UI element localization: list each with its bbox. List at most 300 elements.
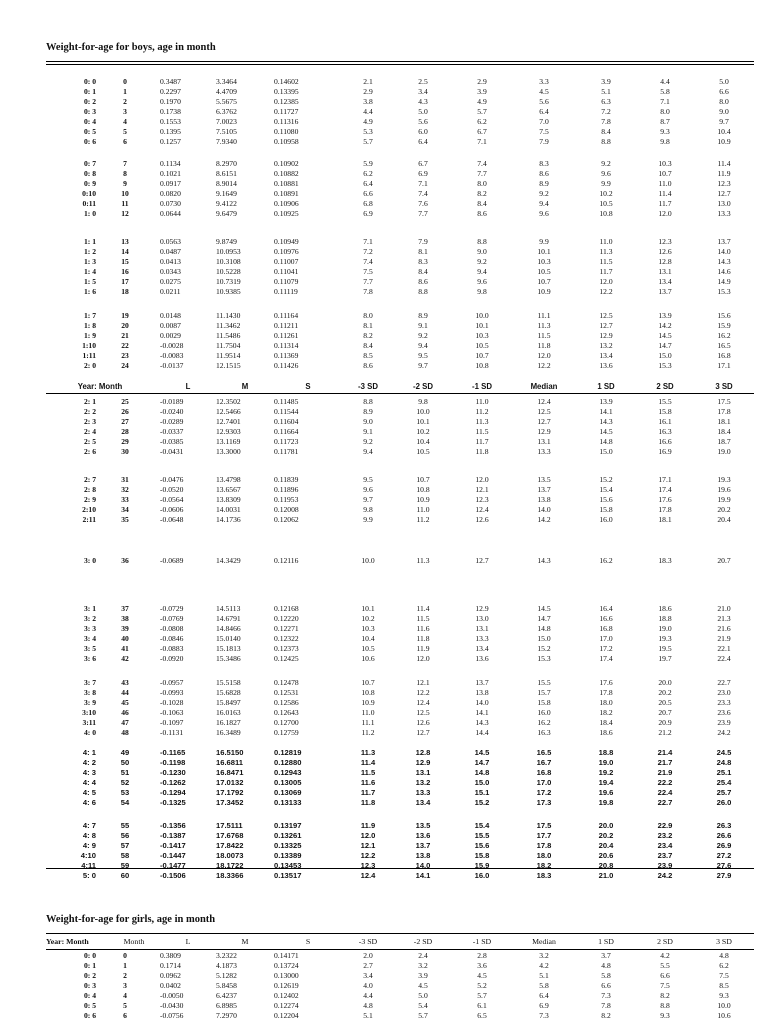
table-row (46, 189, 754, 199)
table-cell: 10.5 (599, 199, 613, 208)
table-cell: 15.1 (474, 788, 490, 797)
table-cell: 8.0 (477, 179, 487, 188)
table-header-row (46, 936, 754, 948)
table-cell: 12.0 (537, 351, 551, 360)
table-cell: 14.0031 (216, 505, 241, 514)
table-row (46, 991, 754, 1001)
table-cell: 0: 2 (83, 971, 96, 980)
table-row (46, 871, 754, 881)
table-cell: -0.0993 (160, 688, 184, 697)
table-cell: 2.1 (363, 77, 373, 86)
table-cell: 12.7401 (216, 417, 241, 426)
table-cell: 12.4 (416, 698, 430, 707)
table-cell: 7.1 (477, 137, 487, 146)
table-cell: 12.4 (537, 397, 551, 406)
table-cell: -0.1356 (160, 821, 186, 830)
table-cell: 25.1 (716, 768, 732, 777)
table-cell: 7.8 (601, 1001, 611, 1010)
table-cell: 8 (123, 169, 127, 178)
table-row (46, 614, 754, 624)
table-cell: 17.6 (658, 495, 672, 504)
table-cell: 0.0413 (160, 257, 181, 266)
table-cell: 11.0 (361, 708, 375, 717)
table-cell: 12.9303 (216, 427, 241, 436)
table-row (46, 798, 754, 808)
table-cell: 16.6811 (216, 758, 244, 767)
table-cell: 11.7 (599, 267, 613, 276)
table-cell: 16.8471 (216, 768, 244, 777)
table-cell: 18.2 (599, 708, 613, 717)
table-cell: 3: 4 (83, 634, 96, 643)
table-cell: 7 (123, 159, 127, 168)
table-cell: 17.7 (536, 831, 552, 840)
table-row (46, 688, 754, 698)
table-cell: 0.13133 (274, 798, 302, 807)
table-cell: 18.3366 (216, 871, 244, 880)
table-cell: 4.2 (660, 951, 670, 960)
table-cell: Median (532, 937, 556, 946)
table-cell: -0.0564 (160, 495, 184, 504)
table-cell: 16.2 (717, 331, 731, 340)
table-cell: 2: 9 (83, 495, 96, 504)
girls-header (46, 936, 754, 948)
table-cell: 14.1 (599, 407, 613, 416)
table-cell: 0.11369 (274, 351, 299, 360)
table-cell: 8.1 (418, 247, 428, 256)
table-row (46, 778, 754, 788)
table-cell: 4.8 (719, 951, 729, 960)
table-cell: 3 SD (716, 937, 732, 946)
table-cell: 8.4 (418, 267, 428, 276)
table-cell: 0.13069 (274, 788, 302, 797)
table-cell: 14.6791 (216, 614, 241, 623)
table-cell: 4.1873 (216, 961, 237, 970)
table-cell: 1:11 (82, 351, 96, 360)
table-cell: 11.5486 (216, 331, 241, 340)
table-cell: 0.12478 (274, 678, 299, 687)
table-cell: -0.0189 (160, 397, 184, 406)
table-cell: 0.11426 (274, 361, 299, 370)
table-cell: 25.7 (716, 788, 732, 797)
table-cell: 0.12008 (274, 505, 299, 514)
table-cell: 4 (123, 991, 127, 1000)
table-cell: 17.6 (599, 678, 613, 687)
table-cell: -0.1028 (160, 698, 184, 707)
table-cell: 8.9 (418, 311, 428, 320)
table-cell: -0.0756 (160, 1011, 184, 1020)
table-cell: 6.8 (363, 199, 373, 208)
table-cell: 7.4 (418, 189, 428, 198)
table-cell: 15.2 (599, 475, 613, 484)
table-cell: 5.7 (477, 991, 487, 1000)
table-cell: 11.3 (475, 417, 489, 426)
table-cell: 22.1 (717, 644, 731, 653)
table-cell: 49 (120, 748, 130, 757)
table-cell: 14.7 (474, 758, 490, 767)
table-cell: 8.0 (719, 97, 729, 106)
table-cell: 13.3 (717, 209, 731, 218)
table-cell: 20.2 (598, 831, 614, 840)
table-cell: 1 (123, 87, 127, 96)
table-cell: 17.3452 (216, 798, 244, 807)
table-cell: 15.2 (537, 644, 551, 653)
table-row (46, 485, 754, 495)
table-cell: -0.1506 (160, 871, 186, 880)
table-cell: 12.6 (416, 718, 430, 727)
table-row (46, 708, 754, 718)
table-cell: 2:10 (82, 505, 96, 514)
table-cell: 26 (121, 407, 129, 416)
table-cell: 23.3 (717, 698, 731, 707)
table-cell: -0.0337 (160, 427, 184, 436)
table-cell: -0.1294 (160, 788, 186, 797)
table-cell: 11.5 (416, 614, 430, 623)
table-cell: 16.2 (537, 718, 551, 727)
table-cell: 16.3 (658, 427, 672, 436)
table-row (46, 209, 754, 219)
table-cell: 4: 8 (82, 831, 96, 840)
repeated-header (46, 381, 754, 393)
table-cell: 18.3 (536, 871, 552, 880)
table-cell: 27.2 (716, 851, 732, 860)
table-cell: 8.2 (477, 189, 487, 198)
table-cell: 41 (121, 644, 129, 653)
table-cell: 16.0 (474, 871, 490, 880)
table-cell: 14.3 (599, 417, 613, 426)
table-cell: 16.9 (658, 447, 672, 456)
table-cell: 8.6 (539, 169, 549, 178)
table-row (46, 321, 754, 331)
table-cell: 12.7 (717, 189, 731, 198)
table-cell: 0.14171 (274, 951, 299, 960)
table-cell: -1 SD (472, 382, 492, 391)
table-cell: 13.8 (415, 851, 431, 860)
table-cell: 12.7 (475, 556, 489, 565)
table-cell: 2: 8 (83, 485, 96, 494)
table-cell: 17.4 (599, 654, 613, 663)
table-cell: 20.0 (598, 821, 614, 830)
table-cell: 3: 7 (83, 678, 96, 687)
table-cell: 0: 1 (83, 961, 96, 970)
table-cell: 9.2 (539, 189, 549, 198)
table-cell: 17.5111 (216, 821, 243, 830)
table-cell: 10.9 (361, 698, 375, 707)
table-cell: 28 (121, 427, 129, 436)
table-cell: 7.5 (719, 971, 729, 980)
table-cell: 6.4 (363, 179, 373, 188)
table-cell: 18.0 (599, 698, 613, 707)
table-cell: 10.6 (361, 654, 375, 663)
table-cell: 16.8 (717, 351, 731, 360)
table-cell: 14.3 (475, 718, 489, 727)
table-cell: 13.7 (717, 237, 731, 246)
table-cell: 60 (120, 871, 130, 880)
table-cell: 10.7 (416, 475, 430, 484)
table-cell: 3 (123, 981, 127, 990)
table-cell: 12 (121, 209, 129, 218)
table-cell: 59 (120, 861, 130, 870)
table-cell: 19.8 (598, 798, 614, 807)
table-row (46, 515, 754, 525)
table-row (46, 1001, 754, 1011)
table-cell: 0: 6 (83, 1011, 96, 1020)
table-cell: 7.1 (418, 179, 428, 188)
table-cell: 12.8 (658, 257, 672, 266)
table-cell: 0.13005 (274, 778, 302, 787)
table-cell: 55 (120, 821, 130, 830)
table-cell: 9.0 (363, 417, 373, 426)
table-cell: 19.7 (658, 654, 672, 663)
table-row (46, 417, 754, 427)
table-cell: 0.11211 (274, 321, 299, 330)
table-cell: 4.4709 (216, 87, 237, 96)
table-cell: 3.2 (418, 961, 428, 970)
table-cell: 17.5 (717, 397, 731, 406)
table-cell: 1 (123, 961, 127, 970)
table-cell: 7.9340 (216, 137, 237, 146)
table-cell: 8.3 (539, 159, 549, 168)
table-cell: 11.9 (360, 821, 376, 830)
table-row (46, 495, 754, 505)
table-cell: 15.6 (717, 311, 731, 320)
table-cell: -0.1230 (160, 768, 186, 777)
table-cell: 9.0 (477, 247, 487, 256)
table-cell: 9.4 (539, 199, 549, 208)
table-cell: 1: 3 (83, 257, 96, 266)
table-cell: 0.12373 (274, 644, 299, 653)
table-cell: 17.4 (658, 485, 672, 494)
table-cell: 9.6 (539, 209, 549, 218)
table-cell: 8.8 (660, 1001, 670, 1010)
table-cell: 12.3 (360, 861, 376, 870)
table-cell: 8.6 (477, 209, 487, 218)
table-cell: 11.7 (475, 437, 489, 446)
table-cell: 0.2297 (160, 87, 181, 96)
table-cell: 9.6 (601, 169, 611, 178)
table-cell: 15.5 (474, 831, 490, 840)
table-cell: -0.0729 (160, 604, 184, 613)
table-cell: 6.2 (719, 961, 729, 970)
table-cell: S (305, 937, 311, 946)
table-cell: 10.0 (416, 407, 430, 416)
table-cell: 11.4 (658, 189, 672, 198)
table-cell: 10.6 (717, 1011, 731, 1020)
table-cell: 8.2 (601, 1011, 611, 1020)
table-cell: 11.1430 (216, 311, 241, 320)
table-cell: 4.5 (539, 87, 549, 96)
table-cell: 0.12700 (274, 718, 299, 727)
table-cell: 0.12619 (274, 981, 299, 990)
table-cell: 10.1 (537, 247, 551, 256)
table-cell: 22.9 (657, 821, 673, 830)
table-cell: 0.1395 (160, 127, 181, 136)
table-cell: 3: 2 (83, 614, 96, 623)
table-cell: 14.2 (537, 515, 551, 524)
table-cell: 6.3762 (216, 107, 237, 116)
table-cell: 9.4122 (216, 199, 237, 208)
table-cell: 0.11664 (274, 427, 299, 436)
table-cell: 19 (121, 311, 129, 320)
table-cell: 18.2 (536, 861, 552, 870)
table-cell: 19.6 (598, 788, 614, 797)
table-cell: 14.0 (415, 861, 431, 870)
table-cell: 10.8 (416, 485, 430, 494)
table-row (46, 556, 754, 566)
table-cell: 13.7 (475, 678, 489, 687)
table-cell: 10.2 (361, 614, 375, 623)
table-cell: 15.0 (599, 447, 613, 456)
table-cell: 17.6768 (216, 831, 244, 840)
table-cell: 2 (123, 97, 127, 106)
table-cell: 12.0 (599, 277, 613, 286)
table-cell: 7.5105 (216, 127, 237, 136)
table-cell: 10.9 (416, 495, 430, 504)
table-cell: 20.2 (717, 505, 731, 514)
table-cell: 45 (121, 698, 129, 707)
table-cell: 13.8 (475, 688, 489, 697)
table-cell: 4: 1 (82, 748, 96, 757)
table-cell: 13.6 (475, 654, 489, 663)
table-cell: 10.5 (475, 341, 489, 350)
table-cell: 11.3462 (216, 321, 241, 330)
table-cell: 15.6828 (216, 688, 241, 697)
table-cell: 4.9 (363, 117, 373, 126)
table-cell: 0.12204 (274, 1011, 299, 1020)
table-cell: 0.11953 (274, 495, 299, 504)
table-row (46, 199, 754, 209)
table-cell: 13.0 (717, 199, 731, 208)
table-cell: 7.4 (363, 257, 373, 266)
table-cell: 4.4 (363, 107, 373, 116)
table-cell: 1:10 (82, 341, 96, 350)
table-cell: 6.4 (539, 107, 549, 116)
table-cell: 10.4 (717, 127, 731, 136)
table-cell: 19.5 (658, 644, 672, 653)
table-cell: 14.7 (658, 341, 672, 350)
table-cell: 5.9 (363, 159, 373, 168)
table-cell: 6.6 (719, 87, 729, 96)
table-cell: 31 (121, 475, 129, 484)
table-cell: 21.7 (657, 758, 673, 767)
table-cell: 16.0 (537, 708, 551, 717)
table-cell: 15.4 (474, 821, 490, 830)
table-cell: 21.0 (598, 871, 614, 880)
table-row (46, 277, 754, 287)
table-cell: 7.2 (363, 247, 373, 256)
table-row (46, 758, 754, 768)
table-cell: 6.5 (477, 1011, 487, 1020)
table-cell: 12.0 (416, 654, 430, 663)
table-cell: 0.13197 (274, 821, 302, 830)
girls-section-title: Weight-for-age for girls, age in month (46, 914, 216, 925)
boys-section-title: Weight-for-age for boys, age in month (46, 42, 216, 53)
table-cell: -2 SD (413, 937, 433, 946)
table-cell: 8.6 (418, 277, 428, 286)
table-cell: L (185, 382, 191, 391)
table-cell: 4:10 (80, 851, 96, 860)
table-cell: 3:11 (82, 718, 96, 727)
table-cell: 11.1 (537, 311, 551, 320)
table-cell: 13.8 (537, 495, 551, 504)
table-cell: 9.8749 (216, 237, 237, 246)
table-cell: 0.3809 (160, 951, 181, 960)
table-cell: 12.9 (475, 604, 489, 613)
table-cell: 24.5 (716, 748, 732, 757)
table-row (46, 971, 754, 981)
table-row (46, 728, 754, 738)
table-cell: 6 (123, 1011, 127, 1020)
table-cell: 0.1021 (160, 169, 181, 178)
table-cell: 0.11896 (274, 485, 299, 494)
table-cell: 11.8 (537, 341, 551, 350)
table-cell: 2.5 (418, 77, 428, 86)
table-cell: Year: Month (46, 937, 89, 946)
table-row (46, 768, 754, 778)
table-row (46, 951, 754, 961)
table-cell: 14 (121, 247, 129, 256)
table-cell: -1 SD (472, 937, 492, 946)
table-cell: 0.0148 (160, 311, 181, 320)
table-cell: 17.1 (658, 475, 672, 484)
table-cell: 19.0 (598, 758, 614, 767)
table-cell: 11.5 (599, 257, 613, 266)
table-cell: -3 SD (358, 937, 378, 946)
table-cell: 0.11727 (274, 107, 299, 116)
table-cell: 40 (121, 634, 129, 643)
table-cell: 0: 0 (83, 77, 96, 86)
table-cell: 0.13724 (274, 961, 299, 970)
table-cell: 2 SD (657, 937, 673, 946)
table-cell: 7.7 (477, 169, 487, 178)
table-row (46, 427, 754, 437)
table-cell: 29 (121, 437, 129, 446)
table-cell: 7.5 (539, 127, 549, 136)
table-cell: 0.0644 (160, 209, 181, 218)
table-cell: 5.1 (539, 971, 549, 980)
table-cell: 1: 4 (83, 267, 96, 276)
table-cell: 0.0487 (160, 247, 181, 256)
table-cell: 3 SD (715, 382, 733, 391)
table-cell: -2 SD (413, 382, 433, 391)
table-cell: 11.5 (475, 427, 489, 436)
table-cell: 20.4 (717, 515, 731, 524)
table-cell: 14.0 (717, 247, 731, 256)
table-cell: 14.6 (717, 267, 731, 276)
table-cell: 35 (121, 515, 129, 524)
row-group (46, 311, 754, 371)
table-cell: 11.6 (360, 778, 376, 787)
table-cell: -0.0689 (160, 556, 184, 565)
table-cell: 0:10 (82, 189, 96, 198)
table-cell: 10.4 (416, 437, 430, 446)
table-row (46, 159, 754, 169)
table-cell: 1 SD (597, 382, 615, 391)
table-cell: 5.0 (418, 991, 428, 1000)
table-cell: 15.0140 (216, 634, 241, 643)
table-cell: 7.0 (539, 117, 549, 126)
table-cell: 8.9014 (216, 179, 237, 188)
table-cell: 12.0 (658, 209, 672, 218)
table-cell: 16.0163 (216, 708, 241, 717)
table-cell: 0.12943 (274, 768, 302, 777)
table-cell: -0.0385 (160, 437, 184, 446)
table-row (46, 961, 754, 971)
table-cell: 10.0953 (216, 247, 241, 256)
table-cell: 5.4 (418, 1001, 428, 1010)
table-cell: 20.0 (658, 678, 672, 687)
table-cell: 9.4 (418, 341, 428, 350)
table-cell: 10.5 (537, 267, 551, 276)
